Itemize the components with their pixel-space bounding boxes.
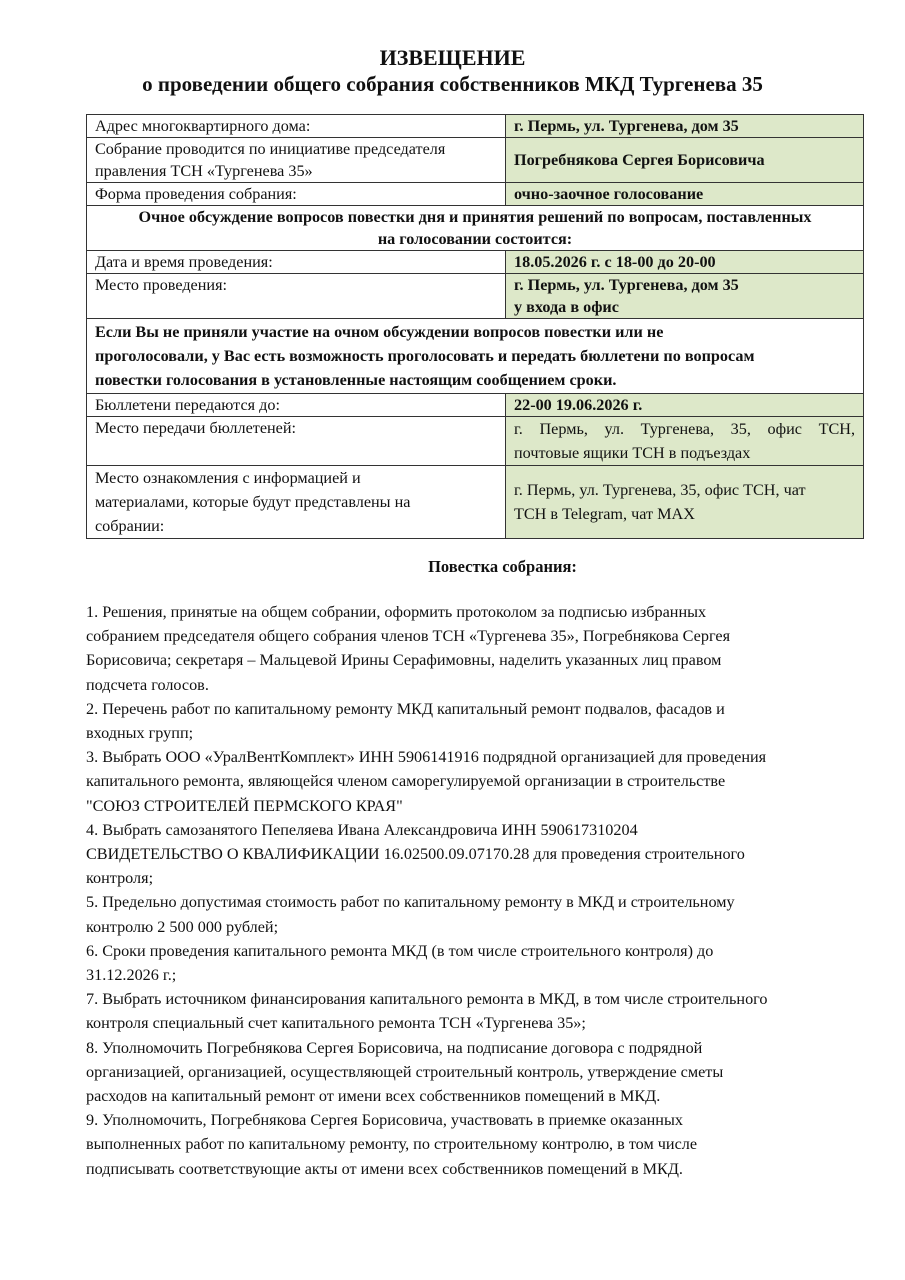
agenda-line: 9. Уполномочить, Погребнякова Сергея Борисовича, участвовать в приемке оказанных	[86, 1111, 683, 1130]
initiative-label-line-1: Собрание проводится по инициативе председателя	[95, 140, 446, 158]
address-value: г. Пермь, ул. Тургенева, дом 35	[506, 115, 864, 138]
form-value: очно-заочное голосование	[506, 183, 864, 206]
row-address	[87, 115, 864, 138]
title-subtitle: о проведении общего собрания собственников МКД Тургенева 35	[142, 72, 763, 96]
form-label: Форма проведения собрания:	[87, 183, 506, 206]
address-label: Адрес многоквартирного дома:	[87, 115, 506, 138]
agenda-line: 4. Выбрать самозанятого Пепеляева Ивана Александровича ИНН 590617310204	[86, 820, 638, 839]
agenda-line: 5. Предельно допустимая стоимость работ по капитальному ремонту в МКД и строительному	[86, 893, 735, 912]
datetime-value: 18.05.2026 г. с 18-00 до 20-00	[506, 251, 864, 274]
materials-label	[87, 466, 506, 539]
materials-label-line-2: материалами, которые будут представлены на	[95, 493, 411, 511]
place-label: Место проведения:	[87, 274, 506, 319]
agenda-line: собранием председателя общего собрания членов ТСН «Тургенева 35», Погребнякова Сергея	[86, 627, 731, 646]
initiative-label	[87, 138, 506, 183]
agenda-line: контроля;	[86, 869, 154, 888]
ballots-place-line-1: г. Пермь, ул. Тургенева, 35, офис ТСН,	[514, 420, 855, 438]
row-form	[87, 183, 864, 206]
place-value	[506, 274, 864, 319]
agenda-line: расходов на капитальный ремонт от имени всех собственников помещений в МКД.	[86, 1087, 661, 1106]
agenda-line: "СОЮЗ СТРОИТЕЛЕЙ ПЕРМСКОГО КРАЯ"	[86, 796, 403, 815]
row-datetime	[87, 251, 864, 274]
agenda-line: подсчета голосов.	[86, 675, 209, 694]
materials-label-line-1: Место ознакомления с информацией и	[95, 469, 361, 487]
agenda-line: организацией, организацией, осуществляющей строительный контроль, утверждение сметы	[86, 1062, 724, 1081]
agenda-line: выполненных работ по капитальному ремонту, по строительному контролю, в том числе	[86, 1135, 698, 1154]
agenda-line: подписывать соответствующие акты от имени всех собственников помещений в МКД.	[86, 1159, 683, 1178]
in-person-notice	[87, 206, 864, 251]
agenda-line: 31.12.2026 г.;	[86, 966, 177, 985]
row-materials	[87, 466, 864, 539]
agenda-line: 1. Решения, принятые на общем собрании, оформить протоколом за подписью избранных	[86, 603, 707, 621]
document-title	[0, 44, 905, 98]
remote-voting-notice	[87, 319, 864, 394]
agenda-list	[86, 600, 876, 1181]
agenda-line: контроля специальный счет капитального ремонта ТСН «Тургенева 35»;	[86, 1014, 586, 1033]
title-heading: ИЗВЕЩЕНИЕ	[379, 45, 526, 70]
ballots-place-label: Место передачи бюллетеней:	[87, 417, 506, 466]
agenda-heading-wrap	[0, 557, 905, 577]
agenda-line: 8. Уполномочить Погребнякова Сергея Борисовича, на подписание договора с подрядной	[86, 1038, 703, 1057]
agenda-line: 6. Сроки проведения капитального ремонта МКД (в том числе строительного контроля) до	[86, 941, 714, 960]
remote-notice-line-3: повестки голосования в установленные настоящим сообщением сроки.	[95, 371, 617, 389]
row-remote-notice	[87, 319, 864, 394]
datetime-label: Дата и время проведения:	[87, 251, 506, 274]
place-value-line-1: г. Пермь, ул. Тургенева, дом 35	[514, 276, 739, 294]
ballots-place-value	[506, 417, 864, 466]
agenda-line: капитального ремонта, являющейся членом саморегулируемой организации в строительстве	[86, 772, 726, 791]
ballots-place-line-2: почтовые ящики ТСН в подъездах	[514, 444, 751, 462]
meeting-info-table	[86, 114, 864, 539]
agenda-line: 7. Выбрать источником финансирования капитального ремонта в МКД, в том числе строительного	[86, 990, 768, 1009]
agenda-line: контролю 2 500 000 рублей;	[86, 917, 279, 936]
agenda-line: СВИДЕТЕЛЬСТВО О КВАЛИФИКАЦИИ 16.02500.09.07170.28 для проведения строительного	[86, 845, 745, 864]
ballots-due-label: Бюллетени передаются до:	[87, 394, 506, 417]
agenda-line: 3. Выбрать ООО «УралВентКомплект» ИНН 5906141916 подрядной организацией для проведения	[86, 748, 767, 767]
materials-value	[506, 466, 864, 539]
agenda-line: 2. Перечень работ по капитальному ремонту МКД капитальный ремонт подвалов, фасадов и	[86, 699, 725, 718]
agenda-line: Борисовича; секретаря – Мальцевой Ирины Серафимовны, наделить указанных лиц правом	[86, 651, 722, 670]
materials-value-line-2: ТСН в Telegram, чат MAX	[514, 505, 695, 523]
row-ballots-due	[87, 394, 864, 417]
initiative-label-line-2: правления ТСН «Тургенева 35»	[95, 162, 313, 180]
initiative-value: Погребнякова Сергея Борисовича	[506, 138, 864, 183]
row-initiative	[87, 138, 864, 183]
row-place	[87, 274, 864, 319]
row-in-person-notice	[87, 206, 864, 251]
place-value-line-2: у входа в офис	[514, 298, 619, 316]
row-ballots-place	[87, 417, 864, 466]
materials-value-line-1: г. Пермь, ул. Тургенева, 35, офис ТСН, чат	[514, 481, 806, 499]
agenda-heading: Повестка собрания:	[428, 557, 577, 576]
remote-notice-line-1: Если Вы не приняли участие на очном обсуждении вопросов повестки или не	[95, 323, 664, 341]
ballots-due-value: 22-00 19.06.2026 г.	[506, 394, 864, 417]
in-person-notice-line-2: на голосовании состоится:	[377, 230, 573, 248]
agenda-line: входных групп;	[86, 724, 194, 743]
remote-notice-line-2: проголосовали, у Вас есть возможность проголосовать и передать бюллетени по вопросам	[95, 347, 755, 365]
materials-label-line-3: собрании:	[95, 517, 165, 535]
in-person-notice-line-1: Очное обсуждение вопросов повестки дня и принятия решений по вопросам, поставленных	[138, 208, 812, 226]
